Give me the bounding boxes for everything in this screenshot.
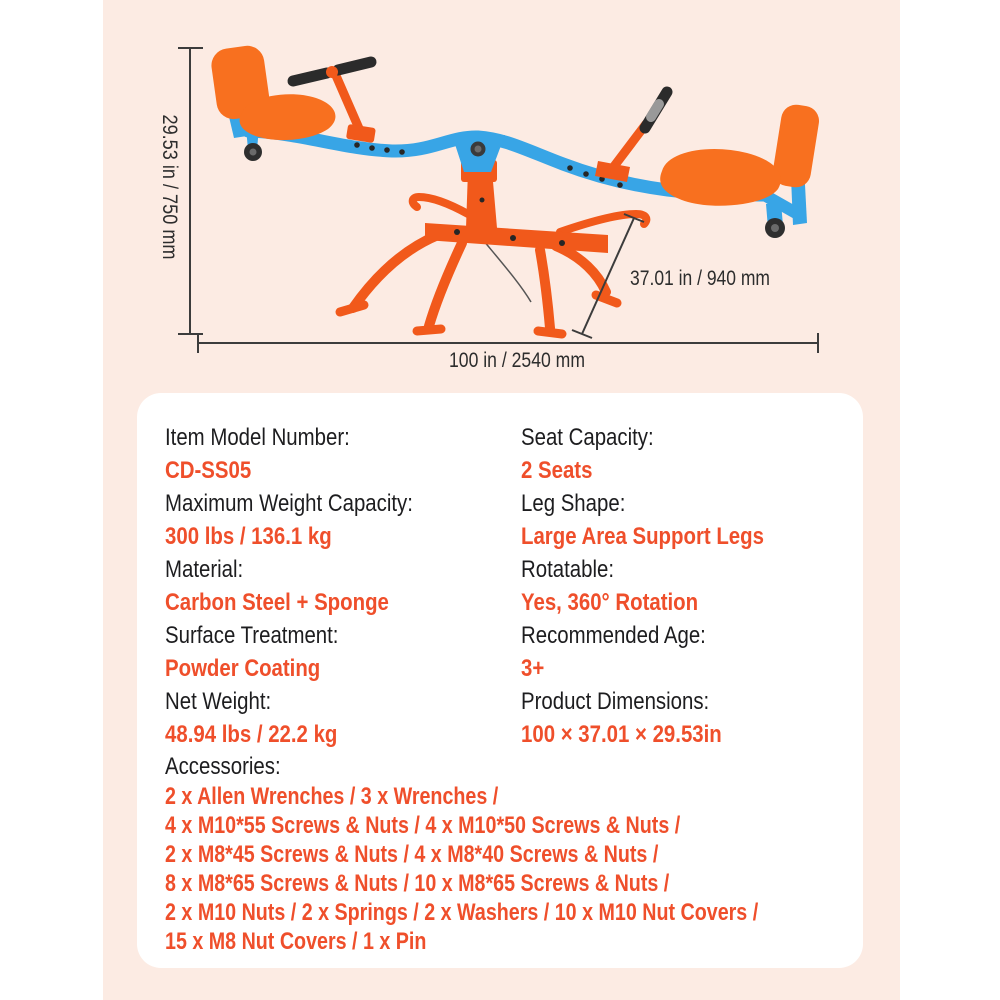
spec-row-surface-treatment [165,620,521,685]
accessories-label: Accessories: [165,753,281,780]
depth-dimension-label: 37.01 in / 940 mm [630,267,770,290]
spec-label: Seat Capacity: [521,424,654,451]
accessories-line: 2 x Allen Wrenches / 3 x Wrenches / [165,783,499,810]
width-dimension-label: 100 in / 2540 mm [449,349,585,372]
spec-row-product-dimensions [521,686,863,751]
spec-value: 100 × 37.01 × 29.53in [521,721,722,748]
pivot [452,135,505,172]
spec-row-model [165,422,521,487]
spec-label: Recommended Age: [521,622,706,649]
accessories-line: 15 x M8 Nut Covers / 1 x Pin [165,928,427,955]
spec-column-left [165,422,521,752]
spec-label: Item Model Number: [165,424,350,451]
spec-row-rotatable [521,554,863,619]
spec-columns [137,393,863,752]
spec-label: Maximum Weight Capacity: [165,490,413,517]
spec-value: Yes, 360° Rotation [521,589,699,616]
product-image-panel [103,0,900,1000]
spec-value: 48.94 lbs / 22.2 kg [165,721,338,748]
spec-value: Powder Coating [165,655,321,682]
accessories-line: 2 x M10 Nuts / 2 x Springs / 2 x Washers / 10 x M10 Nut Covers / [165,899,759,926]
spec-row-seat-capacity [521,422,863,487]
right-seat [660,149,781,206]
spec-row-weight-capacity [165,488,521,553]
spec-row-material [165,554,521,619]
accessories-section [137,752,863,956]
spec-label: Rotatable: [521,556,614,583]
spec-value: 2 Seats [521,457,593,484]
spec-label: Product Dimensions: [521,688,710,715]
right-handlebar [595,92,667,182]
accessories-line: 4 x M10*55 Screws & Nuts / 4 x M10*50 Screws & Nuts / [165,812,681,839]
height-dimension-label: 29.53 in / 750 mm [158,114,181,283]
accessories-line: 8 x M8*65 Screws & Nuts / 10 x M8*65 Screws & Nuts / [165,870,670,897]
spec-row-net-weight [165,686,521,751]
spec-row-recommended-age [521,620,863,685]
accessories-line: 2 x M8*45 Screws & Nuts / 4 x M8*40 Screws & Nuts / [165,841,659,868]
spec-label: Material: [165,556,244,583]
spec-column-right [521,422,863,752]
spec-value: 3+ [521,655,545,682]
spec-label: Net Weight: [165,688,272,715]
spec-card [137,393,863,968]
spec-value: Large Area Support Legs [521,523,764,550]
spec-value: Carbon Steel + Sponge [165,589,389,616]
spec-value: CD-SS05 [165,457,252,484]
seesaw-illustration [103,0,900,390]
spec-label: Leg Shape: [521,490,626,517]
spec-label: Surface Treatment: [165,622,339,649]
spec-value: 300 lbs / 136.1 kg [165,523,332,550]
spec-row-leg-shape [521,488,863,553]
